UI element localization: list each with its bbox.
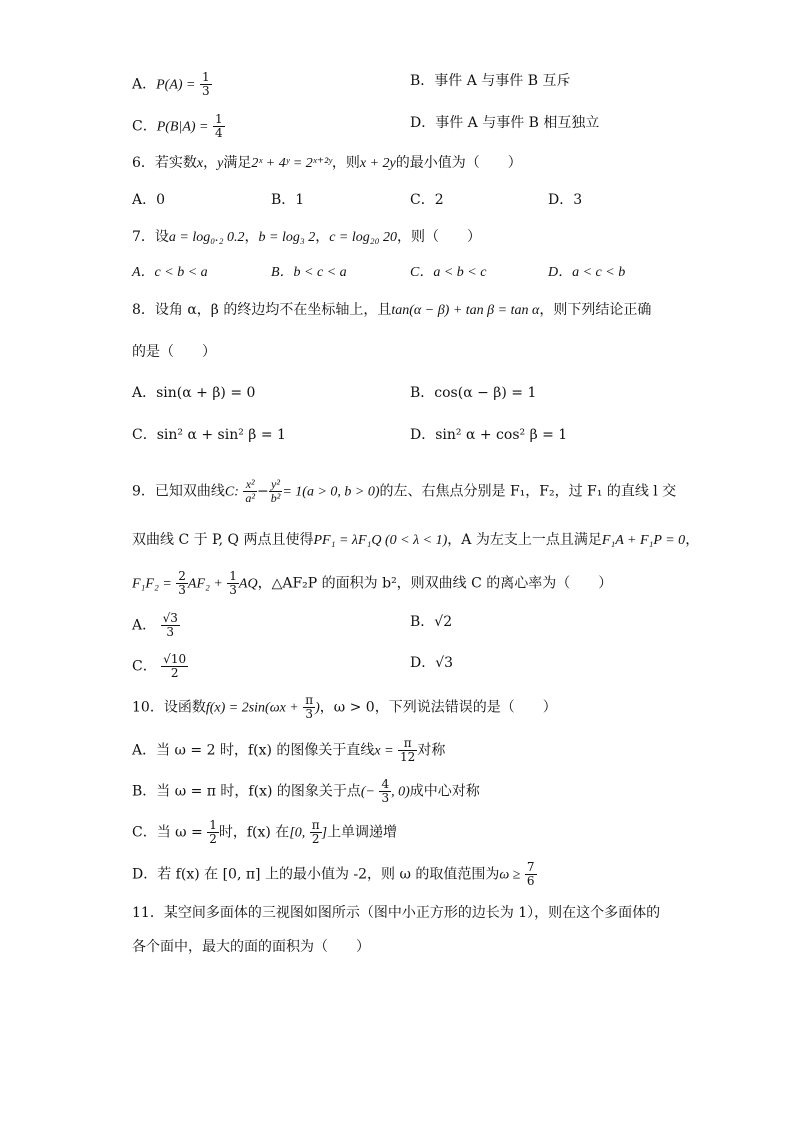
q9-option-b: B．√2 [410,614,453,630]
fraction: $\frac{\text{y²}}{\text{b²}}$ [270,477,281,505]
q6-stem: 6．若实数x，y满足2ˣ + 4ʸ = 2ˣ⁺²ʸ，则x + 2y的最小值为（ ） [132,155,522,171]
q6-option-b: B．1 [271,192,305,208]
q7-stem: 7．设a = log₀.₂ 0.2，b = log₃ 2，c = log₂₀ 20，则（ ） [132,229,482,245]
q8-option-c: C．sin² α + sin² β = 1 [132,427,286,443]
q11-stem-line2: 各个面中，最大的面的面积为（ ） [132,939,370,955]
q5-option-d: D．事件 A 与事件 B 相互独立 [410,115,600,131]
q7-option-b: B．b < c < a [271,265,347,280]
q9-option-a: A． $\frac{√3}{3}$ [132,611,178,639]
fraction: $\frac{1}{3}$ [229,569,237,597]
fraction: $\frac{\pi}{2}$ [311,818,320,846]
q6-option-a: A．0 [132,192,166,208]
q9-stem-line2: 双曲线 C 于 P, Q 两点且使得PF₁ = λF₁Q (0 < λ < 1)，A 为左支上一点且满足F₁A + F₁P = 0， [132,532,700,548]
q8-stem-line1: 8．设角 α，β 的终边均不在坐标轴上，且tan(α − β) + tan β = tan α，则下列结论正确 [132,302,652,318]
fraction: $\frac{7}{6}$ [526,860,535,888]
q9-option-d: D．√3 [410,655,454,671]
q8-option-a: A．sin(α + β) = 0 [132,385,256,401]
fraction: $\frac{1}{4}$ [214,112,223,140]
q7-option-a: A．c < b < a [132,265,208,280]
q7-option-d: D．a < c < b [548,265,626,280]
fraction: $\frac{\text{x²}}{\text{a²}}$ [245,477,255,505]
fraction: $\frac{1}{3}$ [201,70,210,98]
q10-option-a: A．当 ω = 2 时，f(x) 的图像关于直线x = $\frac{\pi}{12}$ 对称 [132,736,446,764]
q11-stem-line1: 11．某空间多面体的三视图如图所示（图中小正方形的边长为 1），则在这个多面体的 [132,905,661,921]
q8-option-d: D．sin² α + cos² β = 1 [410,427,568,443]
q5-option-b: B．事件 A 与事件 B 互斥 [410,73,571,89]
q10-stem: 10．设函数f(x) = 2sin(ωx + $\frac{\pi}{3}$ )，ω > 0，下列说法错误的是（ ） [132,693,557,721]
fraction: $\frac{2}{3}$ [178,569,186,597]
q6-option-d: D．3 [548,192,583,208]
fraction: $\frac{√10}{2}$ [163,652,187,680]
q9-stem-line3: F₁F₂ = $\frac{2}{3}$ AF₂ + $\frac{1}{3}$ AQ，△AF₂P 的面积为 b²，则双曲线 C 的离心率为（ ） [132,569,613,597]
fraction: $\frac{4}{3}$ [381,777,390,805]
fraction: $\frac{√3}{3}$ [162,611,178,639]
q8-stem-line2: 的是（ ） [132,344,216,360]
fraction: $\frac{\pi}{3}$ [305,693,314,721]
q9-stem-line1: 9．已知双曲线C: $\frac{\text{x²}}{\text{a²}}$ − $\frac{\text{y²}}{\text{b²}}$ = 1(a > 0, b > 0)的左、右焦点分别是 F₁，F₂，过 F₁ 的直线 l 交 [132,477,677,505]
q7-option-c: C．a < b < c [410,265,487,280]
q9-option-c: C． $\frac{√10}{2}$ [132,652,187,680]
q8-option-b: B．cos(α − β) = 1 [410,385,537,401]
fraction: $\frac{1}{2}$ [209,818,217,846]
q5-option-a: A．P(A) = $\frac{1}{3}$ [132,70,210,98]
q10-option-b: B．当 ω = π 时，f(x) 的图象关于点(− $\frac{4}{3}$ , 0)成中心对称 [132,777,480,805]
q10-option-c: C．当 ω = $\frac{1}{2}$ 时，f(x) 在[0, $\frac{\pi}{2}$ ]上单调递增 [132,818,398,846]
fraction: $\frac{\pi}{12}$ [400,736,416,764]
q5-option-c: C．P(B|A) = $\frac{1}{4}$ [132,112,223,140]
q10-option-d: D．若 f(x) 在 [0, π] 上的最小值为 -2，则 ω 的取值范围为ω ≥ $\frac{7}{6}$ [132,860,535,888]
q6-option-c: C．2 [410,192,444,208]
